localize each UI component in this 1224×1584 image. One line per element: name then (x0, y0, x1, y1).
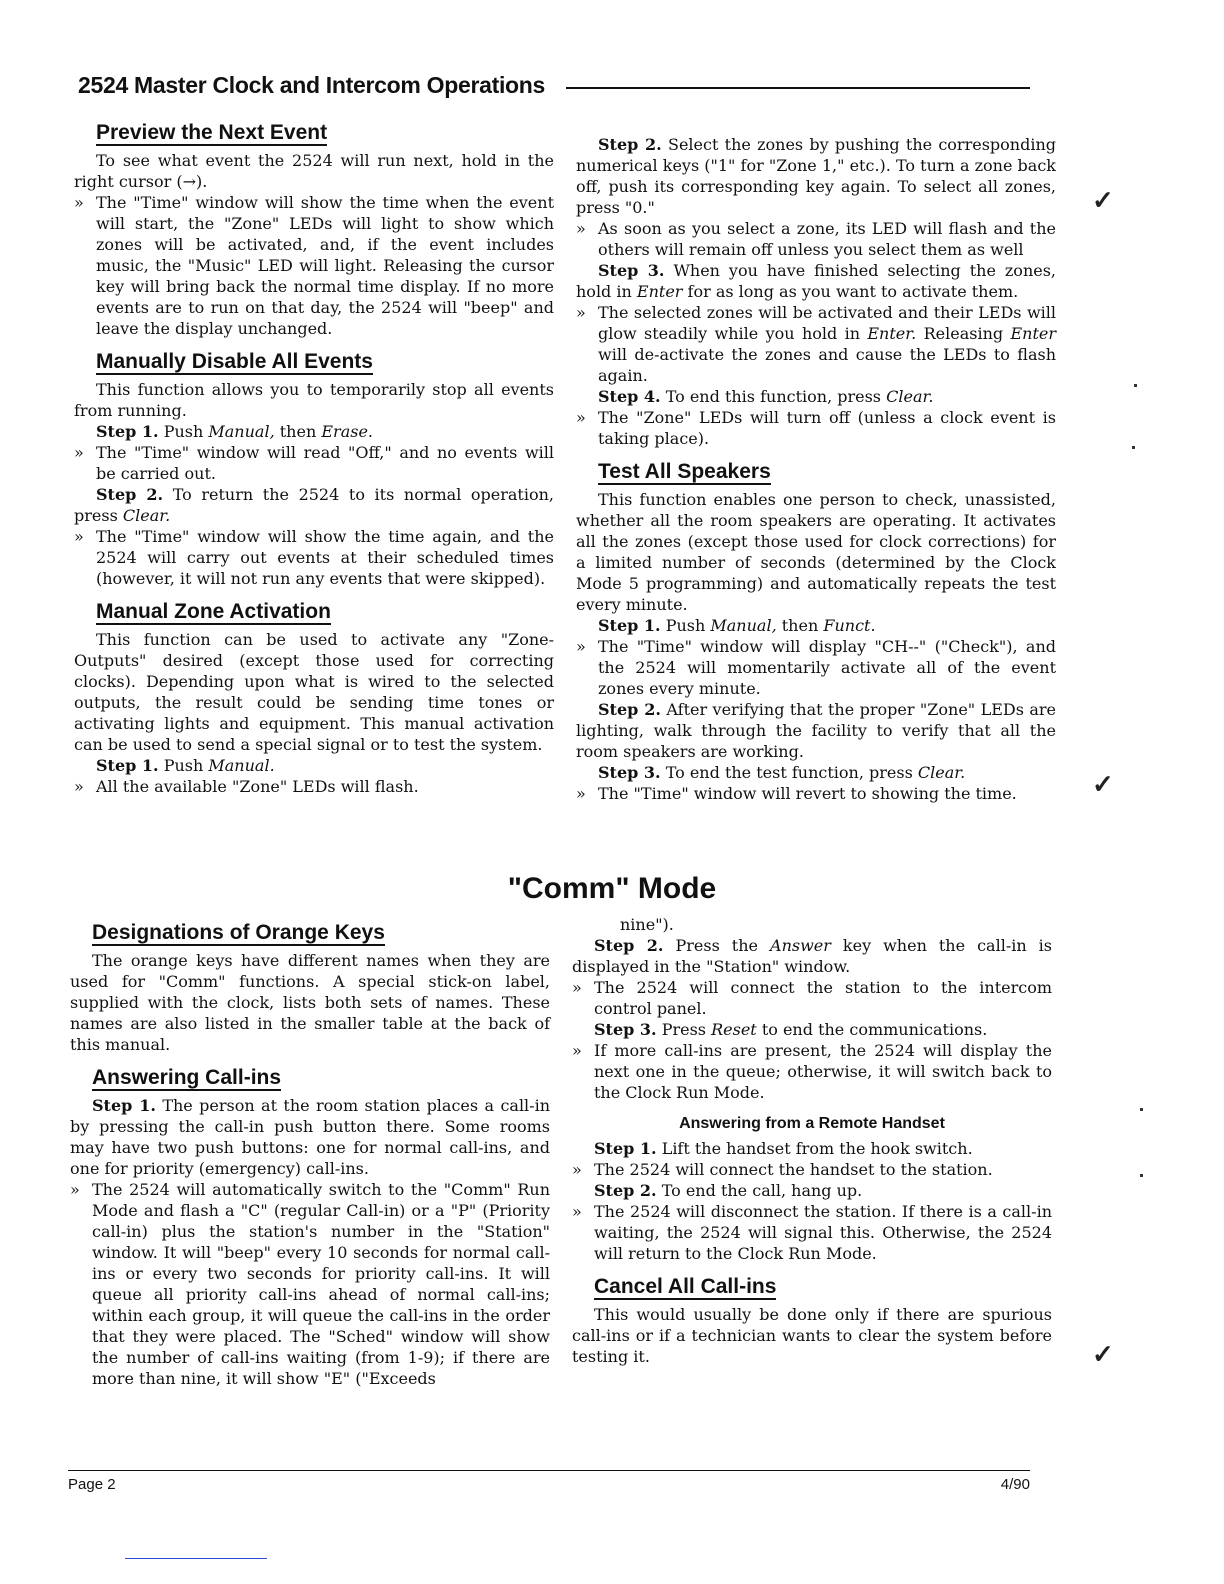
answering-bullet3: » If more call-ins are present, the 2524 will display the next one in the queue; otherwise, it will switch back to the Clock Run Mode. (572, 1041, 1052, 1102)
zone-step3: Step 3. When you have finished selecting the zones, hold in Enter for as long as you want to activate them. (576, 261, 1057, 301)
left-column-top (74, 122, 554, 797)
disable-bullet2: » The "Time" window will show the time again, and the 2524 will carry out events at their scheduled times (however, it will not run any events that were skipped). (74, 527, 554, 588)
check-mark-icon: ✓ (1092, 186, 1114, 216)
footer-rule (68, 1470, 1030, 1471)
cancel-text: This would usually be done only if there are spurious call-ins or if a technician wants to clear the system before testing it. (572, 1305, 1052, 1366)
page-header-title: 2524 Master Clock and Intercom Operations (78, 72, 546, 98)
right-column-bottom (572, 914, 1052, 1367)
speck (1132, 446, 1135, 449)
heading-zone: Manual Zone Activation (96, 600, 331, 623)
disable-step2: Step 2. To return the 2524 to its normal operation, press Clear. (74, 485, 555, 525)
speakers-step3: Step 3. To end the test function, press Clear. (598, 763, 966, 782)
remote-step1: Step 1. Lift the handset from the hook switch. (594, 1139, 973, 1158)
heading-orange-keys: Designations of Orange Keys (92, 921, 385, 944)
speakers-bullet2: » The "Time" window will revert to showing the time. (576, 784, 1017, 803)
zone-step4: Step 4. To end this function, press Clear. (598, 387, 934, 406)
answering-bullet2: » The 2524 will connect the station to the intercom control panel. (572, 978, 1052, 1018)
right-column-top (576, 134, 1056, 804)
disable-step1: Step 1. Push Manual, then Erase. (96, 422, 373, 441)
speakers-step1: Step 1. Push Manual, then Funct. (598, 616, 876, 635)
footer-date: 4/90 (1000, 1476, 1030, 1493)
bullet-mark: » (74, 193, 84, 212)
heading-speakers: Test All Speakers (598, 460, 771, 483)
disable-bullet1: » The "Time" window will read "Off," and no events will be carried out. (74, 443, 554, 483)
zone-bullet3: » The selected zones will be activated and their LEDs will glow steadily while you hold in Enter. Releasing Enter will de-activate the zones and cause the LEDs to flash again. (576, 303, 1056, 385)
orange-text: The orange keys have different names when they are used for "Comm" functions. A special stick-on label, supplied with the clock, lists both sets of names. These names are also listed in the smaller table at the back of this manual. (70, 951, 550, 1054)
speakers-intro: This function enables one person to check, unassisted, whether all the room speakers are operating. It activates all the zones (except those used for clock corrections) for a limited number of seconds (determined by the Clock Mode 5 programming) and automatically repeats the test every minute. (576, 490, 1056, 614)
heading-answering: Answering Call-ins (92, 1066, 282, 1089)
speck (1134, 384, 1137, 387)
zone-bullet1: » All the available "Zone" LEDs will flash. (74, 777, 419, 796)
header-rule (566, 87, 1030, 89)
preview-bullet: » The "Time" window will show the time when the event will start, the "Zone" LEDs will light to show which zones will be activated, and, if the event includes music, the "Music" LED will light. Releasing the cursor key will bring back the normal time display. If no more events are to run on that day, the 2524 will "beep" and leave the display unchanged. (74, 193, 554, 338)
answering-step2: Step 2. Press the Answer key when the call-in is displayed in the "Station" window. (572, 936, 1052, 976)
left-column-bottom (70, 922, 550, 1389)
heading-preview: Preview the Next Event (96, 121, 328, 144)
heading-remote-handset: Answering from a Remote Handset (679, 1115, 945, 1132)
heading-disable: Manually Disable All Events (96, 350, 373, 373)
blue-rule (125, 1558, 267, 1559)
speakers-step2: Step 2. After verifying that the proper "Zone" LEDs are lighting, walk through the facility to verify that all the room speakers are working. (576, 700, 1057, 761)
remote-bullet2: » The 2524 will disconnect the station. If there is a call-in waiting, the 2524 will signal this. Otherwise, the 2524 will return to the Clock Run Mode. (572, 1202, 1052, 1263)
zone-step1: Step 1. Push Manual. (96, 756, 275, 775)
answering-cont: nine"). (620, 915, 674, 934)
answering-step3: Step 3. Press Reset to end the communications. (594, 1020, 988, 1039)
speck (1140, 1108, 1143, 1111)
answering-bullet1: » The 2524 will automatically switch to the "Comm" Run Mode and flash a "C" (regular Call-in) or a "P" (Priority call-in) plus the station's number in the "Station" window. It will "beep" every 10 seconds for normal call-ins or every two seconds for priority call-ins. It will queue all priority call-ins ahead of normal call-ins; within each group, it will queue the call-ins in the order that they were placed. The "Sched" window will show the number of call-ins waiting (from 1-9); if there are more than nine, it will show "E" ("Exceeds (70, 1180, 550, 1388)
zone-bullet4: » The "Zone" LEDs will turn off (unless a clock event is taking place). (576, 408, 1056, 448)
disable-intro: This function allows you to temporarily stop all events from running. (74, 380, 554, 420)
preview-intro: To see what event the 2524 will run next, hold in the right cursor (→). (74, 151, 554, 191)
mode-title: "Comm" Mode (507, 872, 717, 905)
zone-step2: Step 2. Select the zones by pushing the corresponding numerical keys ("1" for "Zone 1," etc.). To turn a zone back off, push its corresponding key again. To select all zones, press "0." (576, 135, 1056, 217)
speck (1140, 1174, 1143, 1177)
check-mark-icon: ✓ (1092, 1340, 1114, 1370)
check-mark-icon: ✓ (1092, 770, 1114, 800)
zone-bullet2: » As soon as you select a zone, its LED will flash and the others will remain off unless you select them as well (576, 219, 1056, 259)
remote-step2: Step 2. To end the call, hang up. (594, 1181, 863, 1200)
speakers-bullet1: » The "Time" window will display "CH--" ("Check"), and the 2524 will momentarily activate all of the event zones every minute. (576, 637, 1056, 698)
zone-intro: This function can be used to activate any "Zone-Outputs" desired (except those used for correcting clocks). Depending upon what is wired to the selected outputs, the result could be sending time tones or activating lights and equipment. This manual activation can be used to send a special signal or to test the system. (74, 630, 554, 754)
page-number: Page 2 (68, 1476, 116, 1493)
answering-step1: Step 1. The person at the room station places a call-in by pressing the call-in push button there. Some rooms may have two push buttons: one for normal call-ins, and one for priority (emergency) call-ins. (70, 1096, 551, 1178)
remote-bullet1: » The 2524 will connect the handset to the station. (572, 1160, 993, 1179)
heading-cancel: Cancel All Call-ins (594, 1275, 777, 1298)
